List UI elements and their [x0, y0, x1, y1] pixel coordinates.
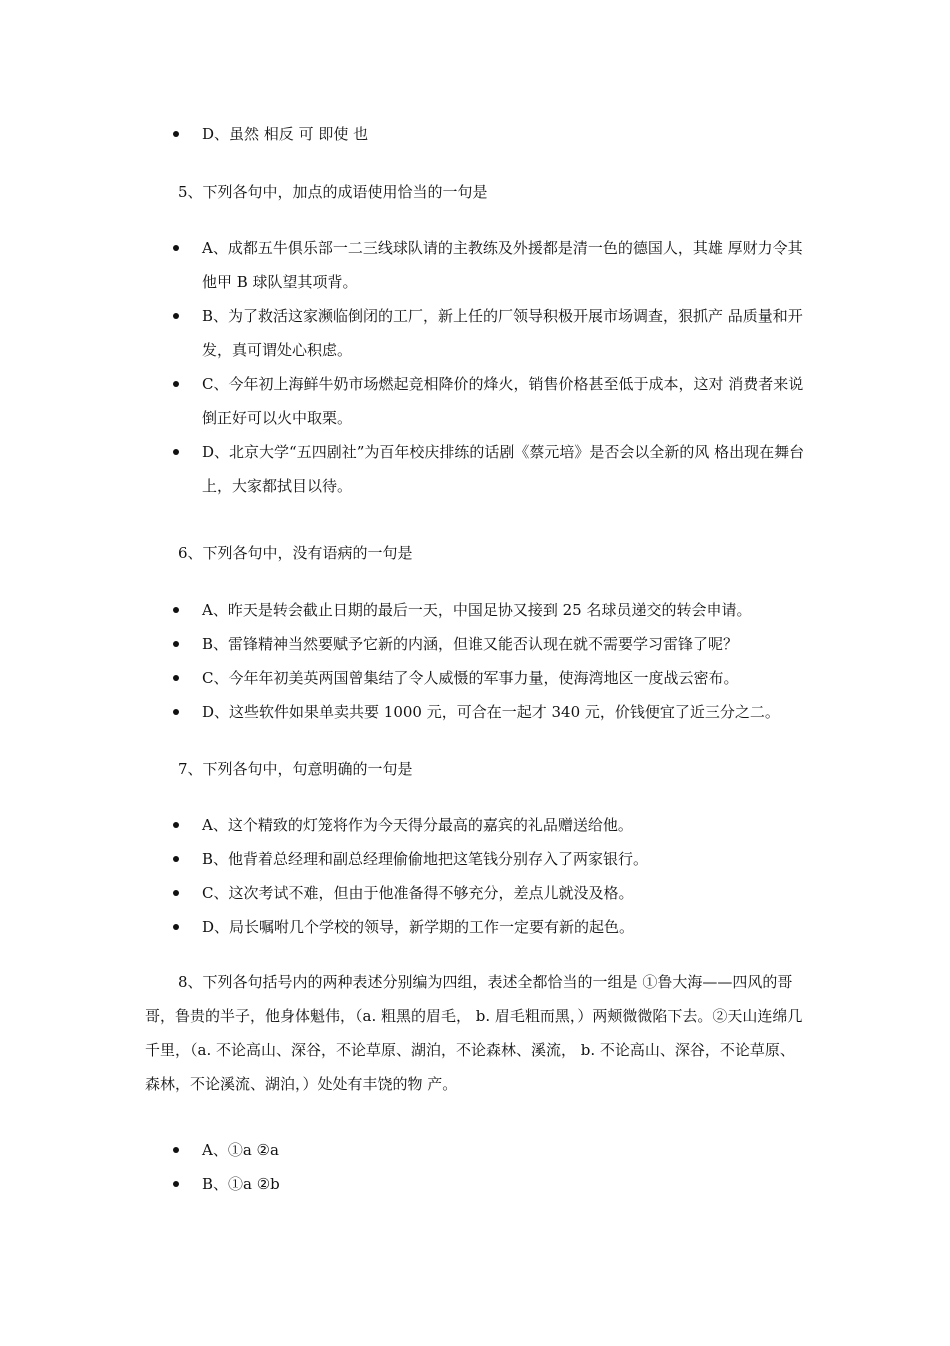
q5-option-d: D、北京大学“五四剧社”为百年校庆排练的话剧《蔡元培》是否会以全新的风 格出现在舞台上，大家都拭目以待。	[0, 435, 950, 503]
q8-stem: 8、下列各句括号内的两种表述分别编为四组，表述全都恰当的一组是 ①鲁大海——四风的哥哥，鲁贵的半子，他身体魁伟，（a. 粗黑的眉毛， b. 眉毛粗而黑，）两颊微微陷下去。②天山连绵几千里，（a. 不论高山、深谷，不论草原、湖泊，不论森林、溪流， b. 不论高山、深谷，不论草原、森林，不论溪流、湖泊，）处处有丰饶的物 产。	[145, 973, 803, 1093]
q6-option-d: D、这些软件如果单卖共要 1000 元，可合在一起才 340 元，价钱便宜了近三分之二。	[0, 695, 950, 729]
q5-stem: 5、下列各句中，加点的成语使用恰当的一句是	[178, 183, 488, 201]
q5-option-c: C、今年初上海鲜牛奶市场燃起竞相降价的烽火，销售价格甚至低于成本，这对 消费者来说倒正好可以火中取栗。	[0, 367, 950, 435]
q5-option-a: A、成都五牛俱乐部一二三线球队请的主教练及外援都是清一色的德国人，其雄 厚财力令其他甲 B 球队望其项背。	[0, 231, 950, 299]
q6-option-b: B、雷锋精神当然要赋予它新的内涵，但谁又能否认现在就不需要学习雷锋了呢？	[0, 627, 950, 661]
q7-option-c: C、这次考试不难，但由于他准备得不够充分，差点儿就没及格。	[0, 876, 950, 910]
q6-option-a: A、昨天是转会截止日期的最后一天，中国足协又接到 25 名球员递交的转会申请。	[0, 593, 950, 627]
q6-option-list	[0, 593, 950, 729]
q6-stem: 6、下列各句中，没有语病的一句是	[178, 544, 413, 562]
q8-option-list	[0, 1133, 950, 1201]
q7-option-b: B、他背着总经理和副总经理偷偷地把这笔钱分别存入了两家银行。	[0, 842, 950, 876]
q8-option-a: A、①a ②a	[0, 1133, 950, 1167]
q4-option-d: D、虽然 相反 可 即使 也	[0, 117, 950, 151]
q7-stem: 7、下列各句中，句意明确的一句是	[178, 760, 413, 778]
q8-option-b: B、①a ②b	[0, 1167, 950, 1201]
q4-option-list	[0, 117, 950, 151]
q7-option-list	[0, 808, 950, 944]
q7-option-d: D、局长嘱咐几个学校的领导，新学期的工作一定要有新的起色。	[0, 910, 950, 944]
q7-option-a: A、这个精致的灯笼将作为今天得分最高的嘉宾的礼品赠送给他。	[0, 808, 950, 842]
q5-option-list	[0, 231, 950, 503]
q5-option-b: B、为了救活这家濒临倒闭的工厂，新上任的厂领导积极开展市场调查，狠抓产 品质量和开发，真可谓处心积虑。	[0, 299, 950, 367]
q6-option-c: C、今年年初美英两国曾集结了令人威慑的军事力量，使海湾地区一度战云密布。	[0, 661, 950, 695]
